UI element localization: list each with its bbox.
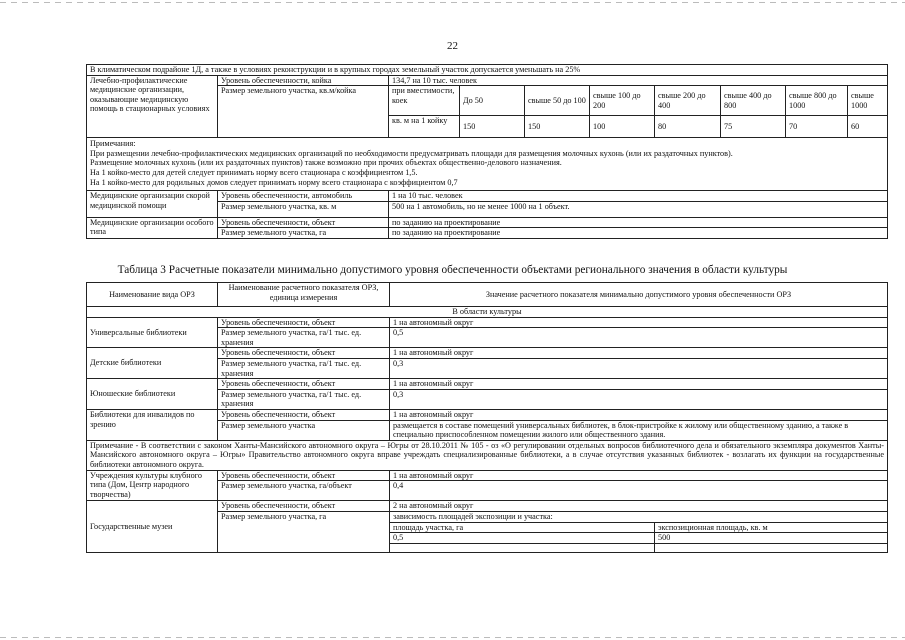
param-label: Уровень обеспеченности, объект (218, 317, 390, 328)
param-value: 1 на автономный округ (390, 317, 888, 328)
param-value: 1 на автономный округ (390, 470, 888, 481)
note-line: При размещении лечебно-профилактических медицинских организаций по необходимости предусматривать площади для размещения молочных кухонь (или их раздаточных пунктов). (90, 148, 733, 158)
param-value: 134,7 на 10 тыс. человек (389, 75, 888, 86)
param-label: Уровень обеспеченности, объект (218, 501, 390, 512)
param-value: 1 на автономный округ (390, 348, 888, 359)
note-line: На 1 койко-место для детей следует принимать норму всего стационара с коэффициентом 1,5. (90, 167, 418, 177)
medical-org-name: Лечебно-профилактические медицинские организации, оказывающие медицинскую помощь в стационарных условиях (87, 75, 218, 138)
page-number: 22 (447, 40, 458, 52)
param-label: Уровень обеспеченности, объект (218, 470, 390, 481)
header-value: Значение расчетного показателя минимально допустимого уровня обеспеченности ОРЗ (390, 283, 888, 307)
library-name: Библиотеки для инвалидов по зрению (87, 409, 218, 440)
param-value: 1 на автономный округ (390, 379, 888, 390)
capacity-header: До 50 (460, 86, 525, 116)
medical-table (86, 64, 888, 239)
param-label: Размер земельного участка, га/1 тыс. ед. хранения (218, 328, 390, 348)
area-value: 100 (590, 116, 655, 138)
table3-caption: Таблица 3 Расчетные показатели минимально допустимого уровня обеспеченности объектами регионального значения в области культуры (117, 264, 788, 276)
param-label: Размер земельного участка, га/1 тыс. ед. хранения (218, 389, 390, 409)
param-label: Уровень обеспеченности, объект (218, 217, 389, 228)
param-label: Размер земельного участка, га/объект (218, 481, 390, 501)
emergency-org-name: Медицинские организации скорой медицинской помощи (87, 191, 218, 218)
param-label: Уровень обеспеченности, объект (218, 379, 390, 390)
library-name: Юношеские библиотеки (87, 379, 218, 410)
museum-dependency: зависимость площадей экспозиции и участка: (390, 511, 888, 522)
param-value: 0,4 (390, 481, 888, 501)
museum-col-header: площадь участка, га (390, 522, 655, 533)
library-name: Универсальные библиотеки (87, 317, 218, 348)
param-label: Размер земельного участка, кв. м (218, 201, 389, 217)
capacity-header: свыше 50 до 100 (525, 86, 590, 116)
param-value: 0,3 (390, 389, 888, 409)
header-indicator: Наименование расчетного показателя ОРЗ, единица измерения (218, 283, 390, 307)
note-line: Размещение молочных кухонь (или их раздаточных пунктов) также возможно при прочих объектах общественно-делового назначения. (90, 158, 562, 168)
param-value: 1 на 10 тыс. человек (389, 191, 888, 202)
special-org-name: Медицинские организации особого типа (87, 217, 218, 238)
intro-row: В климатическом подрайоне 1Д, а также в условиях реконструкции и в крупных городах земельный участок допускается уменьшать на 25% (87, 65, 888, 76)
museum-col-header: экспозиционная площадь, кв. м (655, 522, 888, 533)
museum-name: Государственные музеи (87, 501, 218, 552)
param-value: 1 на автономный округ (390, 409, 888, 420)
param-label: Размер земельного участка, га (218, 228, 389, 239)
capacity-header: свыше 1000 (848, 86, 888, 116)
museum-cell-empty (655, 543, 888, 552)
note-line: На 1 койко-место для родильных домов следует принимать норму всего стационара с коэффициентом 0,7 (90, 177, 458, 187)
param-label: Уровень обеспеченности, объект (218, 409, 390, 420)
area-value: 150 (525, 116, 590, 138)
capacity-header: свыше 100 до 200 (590, 86, 655, 116)
capacity-header: свыше 200 до 400 (655, 86, 721, 116)
area-value: 75 (721, 116, 786, 138)
museum-cell-empty (390, 543, 655, 552)
area-value: 150 (460, 116, 525, 138)
param-value: размещается в составе помещений универсальных библиотек, в блок-пристройке к жилому или общественному зданию, а также в специально приспособленном помещении жилого или общественного здания. (390, 420, 888, 440)
param-value: 0,3 (390, 358, 888, 378)
scan-edge-top (0, 2, 905, 3)
museum-cell: 500 (655, 533, 888, 544)
club-name: Учреждения культуры клубного типа (Дом, Центр народного творчества) (87, 470, 218, 501)
capacity-label: при вместимости, коек (389, 86, 460, 116)
area-value: 70 (786, 116, 848, 138)
param-label: Размер земельного участка, га/1 тыс. ед. хранения (218, 358, 390, 378)
museum-cell: 0,5 (390, 533, 655, 544)
area-label: кв. м на 1 койку (389, 116, 460, 138)
param-label: Уровень обеспеченности, автомобиль (218, 191, 389, 202)
culture-table (86, 282, 888, 553)
notes-block (87, 138, 888, 191)
param-label: Уровень обеспеченности, объект (218, 348, 390, 359)
param-value: 0,5 (390, 328, 888, 348)
param-value: по заданию на проектирование (389, 228, 888, 239)
capacity-header: свыше 800 до 1000 (786, 86, 848, 116)
area-value: 60 (848, 116, 888, 138)
param-label: Размер земельного участка, кв.м/койка (218, 86, 389, 138)
param-label: Размер земельного участка, га (218, 511, 390, 552)
header-type: Наименование вида ОРЗ (87, 283, 218, 307)
param-label: Размер земельного участка (218, 420, 390, 440)
param-value: по заданию на проектирование (389, 217, 888, 228)
param-value: 500 на 1 автомобиль, но не менее 1000 на 1 объект. (389, 201, 888, 217)
law-note: Примечание - В соответствии с законом Ханты-Мансийского автономного округа – Югры от 28.10.2011 № 105 - оз «О регулировании отдельных вопросов библиотечного дела и обязательного экземпляра документов Ханты-Мансийского автономного округа – Югры» Правительство автономного округа вправе учреждать специализированные библиотеки, а в случае отсутствия указанных библиотек - возлагать их функции на государственные библиотеки автономного округа. (87, 440, 888, 470)
param-value: 2 на автономный округ (390, 501, 888, 512)
capacity-header: свыше 400 до 800 (721, 86, 786, 116)
param-label: Уровень обеспеченности, койка (218, 75, 389, 86)
library-name: Детские библиотеки (87, 348, 218, 379)
area-value: 80 (655, 116, 721, 138)
notes-heading: Примечания: (90, 139, 136, 149)
section-row: В области культуры (87, 307, 888, 318)
scan-edge-bottom (0, 637, 905, 638)
